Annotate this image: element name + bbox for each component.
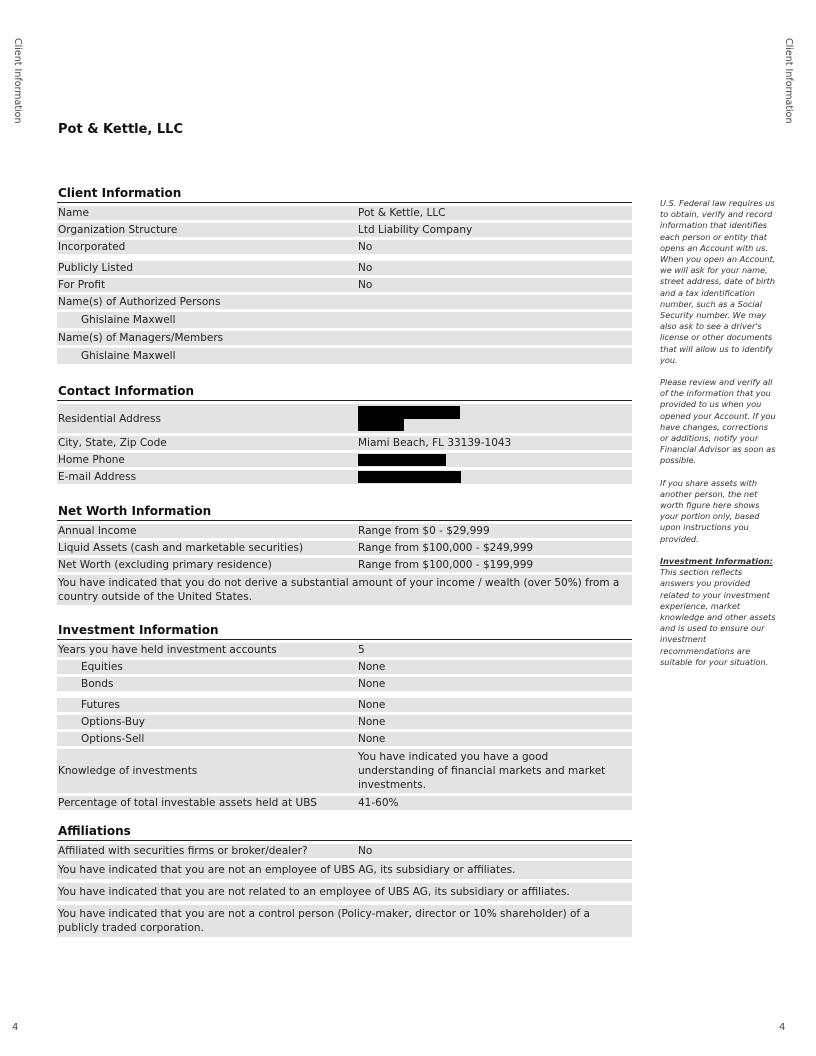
section-title: Client Information [57, 186, 632, 203]
redacted-phone [358, 453, 632, 467]
row-value: None [358, 678, 386, 690]
row-label: Organization Structure [58, 224, 178, 236]
row-value: No [358, 845, 373, 857]
authorized-person: Ghislaine Maxwell [81, 314, 176, 326]
affiliations-section [57, 824, 632, 937]
page-number-left: 4 [12, 1022, 19, 1033]
row-value: None [358, 733, 386, 745]
table-row [57, 312, 632, 328]
row-label: Percentage of total investable assets held at UBS [58, 797, 317, 809]
row-value: Range from $100,000 - $249,999 [358, 542, 534, 554]
side-label-right: Client Information [783, 38, 794, 124]
table-row [57, 223, 632, 237]
table-row [57, 240, 632, 254]
row-label: City, State, Zip Code [58, 437, 167, 449]
table-row [57, 331, 632, 345]
page-title: Pot & Kettle, LLC [58, 122, 183, 137]
row-label: Equities [81, 661, 123, 673]
table-row [57, 698, 632, 712]
table-row [57, 749, 632, 793]
redacted-address [358, 406, 632, 431]
table-row [57, 470, 632, 484]
sidebar-paragraph: U.S. Federal law requires us to obtain, verify and record information that identifies each person or entity that opens an Account with us. When you open an Account, we will ask for your name, street address, date of birth and a tax identification number, such as a Social Security number. We may also ask to see a driver's license or other documents that will allow us to identify you. [660, 198, 776, 365]
table-row [57, 261, 632, 275]
sidebar-paragraph: This section reflects answers you provided related to your investment experience, market knowledge and other assets and is used to ensure our investment recommendations are suitable for your situation. [660, 567, 776, 667]
table-row [57, 844, 632, 858]
investment-information-section [57, 623, 632, 810]
table-row [57, 453, 632, 467]
table-row [57, 295, 632, 309]
client-information-section [57, 186, 632, 364]
row-label: Futures [81, 699, 120, 711]
section-title: Contact Information [57, 384, 632, 401]
row-label: Affiliated with securities firms or broker/dealer? [58, 845, 308, 857]
table-row [57, 732, 632, 746]
table-row [57, 796, 632, 810]
row-label: Years you have held investment accounts [58, 644, 277, 656]
row-label: Bonds [81, 678, 114, 690]
affiliation-statement: You have indicated that you are not an employee of UBS AG, its subsidiary or affiliates. [57, 861, 632, 879]
manager-person: Ghislaine Maxwell [81, 350, 176, 362]
row-label: Options-Sell [81, 733, 145, 745]
row-label: E-mail Address [58, 471, 137, 483]
table-row [57, 643, 632, 657]
row-value: Range from $0 - $29,999 [358, 525, 490, 537]
section-title: Investment Information [57, 623, 632, 640]
row-value: None [358, 699, 386, 711]
table-row [57, 558, 632, 572]
row-value: No [358, 241, 373, 253]
redacted-email [358, 470, 632, 484]
row-label: Liquid Assets (cash and marketable securities) [58, 542, 304, 554]
row-value: 5 [358, 644, 365, 656]
row-label: Knowledge of investments [58, 765, 198, 777]
main-content [57, 186, 632, 951]
table-row [57, 660, 632, 674]
disclosure-sidebar [660, 198, 778, 668]
row-label: Home Phone [58, 454, 125, 466]
section-title: Net Worth Information [57, 504, 632, 521]
row-value: None [358, 661, 386, 673]
row-label: Name(s) of Authorized Persons [58, 296, 221, 308]
row-label: Options-Buy [81, 716, 145, 728]
table-row [57, 677, 632, 691]
row-value: Ltd Liability Company [358, 224, 473, 236]
row-label: Annual Income [58, 525, 137, 537]
row-label: Residential Address [58, 412, 161, 425]
row-value: Pot & Kettle, LLC [358, 207, 446, 219]
row-label: Incorporated [58, 241, 126, 253]
table-row [57, 278, 632, 292]
table-row [57, 404, 632, 433]
row-value: Range from $100,000 - $199,999 [358, 559, 534, 571]
row-value: Miami Beach, FL 33139-1043 [358, 437, 512, 449]
affiliation-statement: You have indicated that you are not related to an employee of UBS AG, its subsidiary or affiliates. [57, 883, 632, 901]
net-worth-statement: You have indicated that you do not derive a substantial amount of your income / wealth (over 50%) from a country outside of the United States. [57, 575, 632, 605]
sidebar-heading: Investment Information: [660, 555, 773, 566]
contact-information-section [57, 384, 632, 484]
row-label: Publicly Listed [58, 262, 134, 274]
table-row [57, 436, 632, 450]
table-row [57, 715, 632, 729]
row-label: For Profit [58, 279, 106, 291]
row-label: Name [58, 207, 89, 219]
table-row [57, 541, 632, 555]
page-number-right: 4 [779, 1022, 786, 1033]
table-row [57, 348, 632, 364]
row-label: Name(s) of Managers/Members [58, 332, 224, 344]
sidebar-paragraph: If you share assets with another person, the net worth figure here shows your portion only, based upon instructions you provided. [660, 477, 760, 544]
row-value: No [358, 262, 373, 274]
row-value: You have indicated you have a good understanding of financial markets and market investments. [358, 751, 606, 791]
row-value: No [358, 279, 373, 291]
net-worth-section [57, 504, 632, 605]
affiliation-statement: You have indicated that you are not a control person (Policy-maker, director or 10% shareholder) of a publicly traded corporation. [57, 905, 632, 937]
row-value: 41-60% [358, 797, 399, 809]
row-value: None [358, 716, 386, 728]
table-row [57, 206, 632, 220]
side-label-left: Client Information [12, 38, 23, 124]
table-row [57, 524, 632, 538]
sidebar-paragraph: Please review and verify all of the information that you provided to us when you opened your Account. If you have changes, corrections or additions, notify your Financial Advisor as soon as possible. [660, 377, 776, 466]
section-title: Affiliations [57, 824, 632, 841]
row-label: Net Worth (excluding primary residence) [58, 559, 272, 571]
